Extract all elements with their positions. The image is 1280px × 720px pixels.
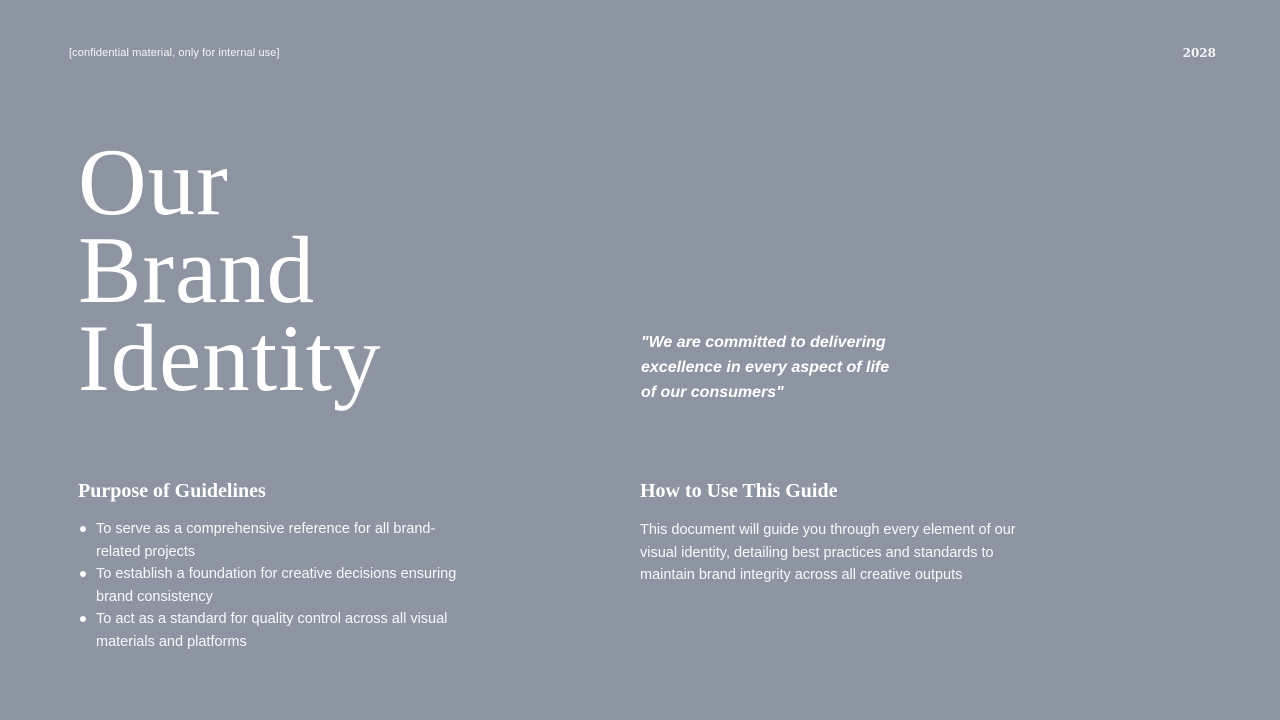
title-line: Brand <box>78 217 316 323</box>
bullet-icon <box>80 571 86 577</box>
list-item-text: To serve as a comprehensive reference for all brand-related projects <box>96 521 436 560</box>
how-to-use-heading: How to Use This Guide <box>640 480 838 502</box>
quote-line: of our consumers" <box>641 384 784 401</box>
bullet-icon <box>80 526 86 532</box>
confidential-note: [confidential material, only for internal use] <box>69 47 280 59</box>
list-item-text: To establish a foundation for creative decisions ensuring brand consistency <box>96 566 457 605</box>
list-item-text: To act as a standard for quality control across all visual materials and platforms <box>96 611 448 650</box>
page-title <box>78 129 382 411</box>
brand-quote <box>641 330 941 405</box>
title-line: Our <box>78 129 229 235</box>
year-label: 2028 <box>1182 46 1216 60</box>
purpose-list <box>78 518 478 653</box>
quote-line: "We are committed to delivering <box>641 334 886 351</box>
list-item <box>78 608 478 653</box>
list-item <box>78 518 478 563</box>
title-line: Identity <box>78 305 382 411</box>
list-item <box>78 563 478 608</box>
bullet-icon <box>80 616 86 622</box>
how-to-use-body: This document will guide you through every element of our visual identity, detailing best practices and standards to maintain brand integrity across all creative outputs <box>640 522 1016 583</box>
quote-line: excellence in every aspect of life <box>641 359 890 376</box>
purpose-heading: Purpose of Guidelines <box>78 480 266 502</box>
